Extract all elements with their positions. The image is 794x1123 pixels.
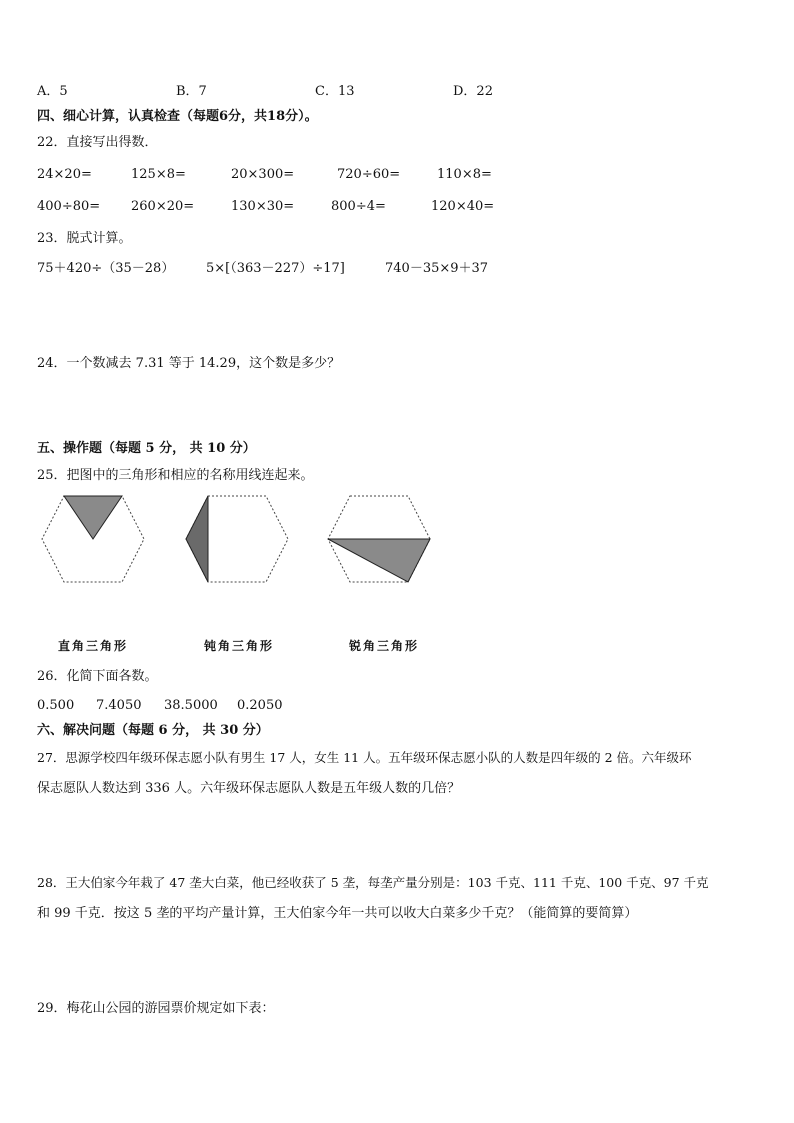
q22-item: 800÷4= (331, 199, 386, 214)
q22-item: 24×20= (37, 167, 92, 182)
q28-line-2: 和 99 千克．按这 5 垄的平均产量计算，王大伯家今年一共可以收大白菜多少千克？（能简算的要简算） (37, 906, 638, 921)
option-b: B．7 (176, 84, 207, 99)
hexagon-figure-2 (184, 494, 290, 584)
q22-item: 120×40= (431, 199, 495, 214)
q23-item: 740－35×9＋37 (385, 261, 489, 276)
q22-item: 130×30= (231, 199, 295, 214)
q24-stem: 24．一个数减去 7.31 等于 14.29，这个数是多少？ (37, 356, 341, 371)
q22-stem: 22．直接写出得数． (37, 135, 158, 150)
q23-item: 5×[（363－227）÷17] (206, 261, 345, 276)
q26-stem: 26．化简下面各数。 (37, 669, 158, 684)
option-d: D．22 (453, 84, 493, 99)
section-4-title: 四、细心计算，认真检查（每题6分，共18分）。 (37, 109, 318, 124)
q26-number: 7.4050 (96, 698, 142, 713)
q22-item: 110×8= (437, 167, 492, 182)
option-c: C．13 (315, 84, 355, 99)
q22-item: 400÷80= (37, 199, 101, 214)
q25-stem: 25．把图中的三角形和相应的名称用线连起来。 (37, 468, 314, 483)
q29-stem: 29．梅花山公园的游园票价规定如下表： (37, 1001, 275, 1016)
q22-item: 20×300= (231, 167, 295, 182)
q22-item: 125×8= (131, 167, 186, 182)
q26-number: 0.500 (37, 698, 75, 713)
q28-line-1: 28．王大伯家今年栽了 47 垄大白菜，他已经收获了 5 垄，每垄产量分别是：103 千克、111 千克、100 千克、97 千克 (37, 875, 709, 890)
section-6-title: 六、解决问题（每题 6 分， 共 30 分） (37, 723, 269, 738)
q27-line-1: 27．思源学校四年级环保志愿小队有男生 17 人，女生 11 人。五年级环保志愿小队的人数是四年级的 2 倍。六年级环 (37, 750, 692, 765)
q23-stem: 23．脱式计算。 (37, 231, 132, 246)
hexagon-figure-1 (40, 494, 146, 584)
option-a: A．5 (37, 84, 68, 99)
q26-number: 38.5000 (164, 698, 218, 713)
label-obtuse-triangle: 钝角三角形 (204, 639, 275, 653)
q23-item: 75＋420÷（35－28） (37, 261, 175, 276)
q27-line-2: 保志愿队人数达到 336 人。六年级环保志愿队人数是五年级人数的几倍？ (37, 781, 461, 796)
label-right-triangle: 直角三角形 (58, 639, 129, 653)
label-acute-triangle: 锐角三角形 (349, 639, 420, 653)
q22-item: 720÷60= (337, 167, 401, 182)
q22-item: 260×20= (131, 199, 195, 214)
q26-number: 0.2050 (237, 698, 283, 713)
section-5-title: 五、操作题（每题 5 分， 共 10 分） (37, 441, 256, 456)
hexagon-figure-3 (326, 494, 432, 584)
